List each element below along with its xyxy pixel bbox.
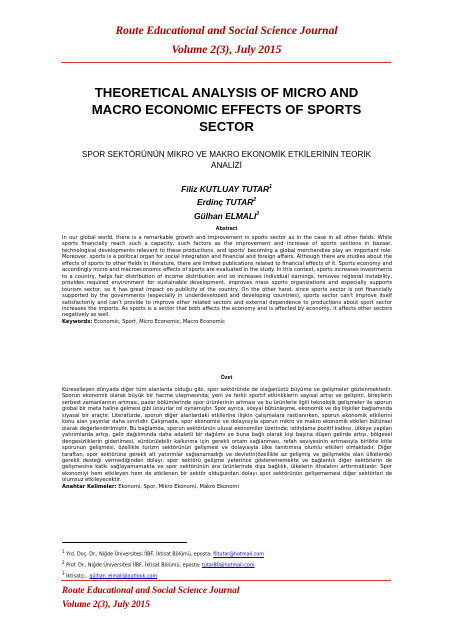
paper-title-turkish: SPOR SEKTÖRÜNÜN MİKRO VE MAKRO EKONOMİK ETKİLERİNİN TEORİK ANALİZİ [81,150,372,170]
ozet-body [62,387,392,490]
keywords-text: Economic, Sport, Micro Economic, Macro Economic [92,318,225,325]
abstract-heading: Abstract [215,226,238,232]
author-list [0,182,453,222]
footer-journal-volume: Volume 2(3), July 2015 [62,599,150,609]
ozet-heading: Özet [220,375,233,381]
anahtar-kelimeler-text: Ekonomi, Spor, Mikro Ekonomi, Makro Ekonomi [116,483,239,490]
footer-journal-title: Route Educational and Social Science Journal [62,585,240,595]
footnote-3-email-link[interactable]: gülhan_elmali@outlook.com [89,574,158,580]
footnote-3: $^3$ İktisatçı., gülhan_elmali@outlook.com [62,570,158,580]
footnote-1-email-link[interactable]: flitutar@hotmail.com [213,552,264,558]
footnote-2-email-link[interactable]: tutar80@hotmail.com [201,563,255,569]
paper-title: THEORETICAL ANALYSIS OF MICRO AND MACRO ECONOMIC EFFECTS OF SPORTS SECTOR [91,85,362,134]
author-2: Erdinç TUTAR$^2$ [197,197,256,208]
keywords-label: Keywords: [62,318,93,325]
author-1: Filiz KUTLUAY TUTAR$^1$ [181,183,272,194]
abstract-text: In our global world, there is a remarkable growth and improvement in sports sector as in the case in all other fields. While sports financially reach such a capacity, such factors as the improvement and increase of sports sections in bazaar, technological developments relevant to these productions, and sports' becoming a global merchandise play an important role. Moreover, sports is a political organ for social integration and financial and foreign affairs. Although there are studies about the effects of sports to other fields in literature, there are limited publications related to financial effects of it. Sports economy and accordingly micro and macroeconomic effects of sports are evaluated in the study. In this context, sports increases investments to a country, helps fair distribution of income distribution and so increases individual earnings, removes regional instability, provides required environment for sustainable development, improves mass sports organizations and especially supports tourism sector, so it has great impact on publicity of the country. On the other hand, since sports sector is not financially supported by the governments (especially in underdeveloped and developing countries), sports sector can't improve itself satisfactorily and can't provide to improve other related sectors and external dependence to productions about sport sector increases the imports. As sports is a sector that both affects the economy and is affected by economy, it affects other sectors negatively as well. [62,235,393,319]
footnotes [62,548,392,581]
author-3: Gülhan ELMALI$^3$ [193,210,260,221]
ozet-text: Küreselleşen dünyada diğer tüm alanlarda olduğu gibi, spor sektöründe de olağanüstü büyüme ve gelişmeler gözlenmektedir. Sporun ekonomik olarak büyük bir hacme ulaşmasında; yeni ve farklı sportif etkinliklerin sayısal artışı ve gelişimi, bireylerin serbest zamanlarının artması, pazar bölümlerinde spor ürünlerinin artması ve bu ürünlerle ilgili teknolojik gelişmeler ile sporun global bir meta haline gelmesi gibi unsurlar rol oynamıştır. Spor ayrıca, sosyal bütünleşme, ekonomik ve dış ilişkiler bağlamında siyasal bir araçtır. Literatürde, sporun diğer alanlardaki etkilerine ilişkin çalışmalara rastlanırken, sporun ekonomik etkilerini konu alan yayınlar daha sınırlıdır. Çalışmada, spor ekonomisi ve dolayısıyla sporun mikro ve makro ekonomik etkileri bütünsel olarak değerlendirilmiştir. Bu bağlamda, sporun sektörünün ulusal ekonomiler üzerinde; istihdama pozitif katkısı, ülkeye yapılan yatırımlarda artışı, gelir dağılımında daha adaletli bir dağılımı ve buna bağlı olarak kişi başına düşen gelirde artışı, bölgesel dengesizliklerin giderilmesi, sürdürülebilir kalkınma için gerekli ortam sağlanması, refah seviyesinin artmasıyla birlikte kitle sporunun gelişmesi, özellikle turizm sektörünün gelişmesi ve dolayısıyla ülke tanıtımına olumlu etkileri olmaktadır. Diğer taraftan, spor sektörüne gerekli alt yatırımlar sağlanamadığı ve devletin(özellikle az gelişmiş ve gelişmekte olan ülkelerde) gerekli desteği vermediğinden dolayı, spor sektörü gelişme yeterince gösterememekte ve bağlantılı diğer sektörlerin de gelişmesine katkı sağlayamamakta ve spor sektörünün ara ürünlerinde dışa bağlılık, ülkelerin ithalatını arttırmaktadır. Spor ekonomiyi hem etkileyen hem de etkilenen bir sektör olduğundan dolayı spor sektörünün gelişememesi diğer sektörleri de olumsuz etkileyecektir. [62,387,392,484]
journal-volume: Volume 2(3), July 2015 [171,44,282,56]
anahtar-kelimeler-label: Anahtar Kelimeler: [62,483,117,490]
abstract-body [62,235,392,325]
footnote-divider [62,542,187,543]
footnote-2: $^2$ Prof. Dr., Niğde Üniversitesi İİBF, İktisat Bölümü, eposta: tutar80@hotmail.com [62,559,255,569]
footer-divider [61,580,391,581]
header-divider [61,62,391,63]
journal-title: Route Educational and Social Science Journal [115,25,338,37]
footnote-1: $^1$ Yrd. Doç. Dr., Niğde Üniversitesi İİBF, İktisat Bölümü, eposta: flitutar@hotmail.com [62,549,264,558]
